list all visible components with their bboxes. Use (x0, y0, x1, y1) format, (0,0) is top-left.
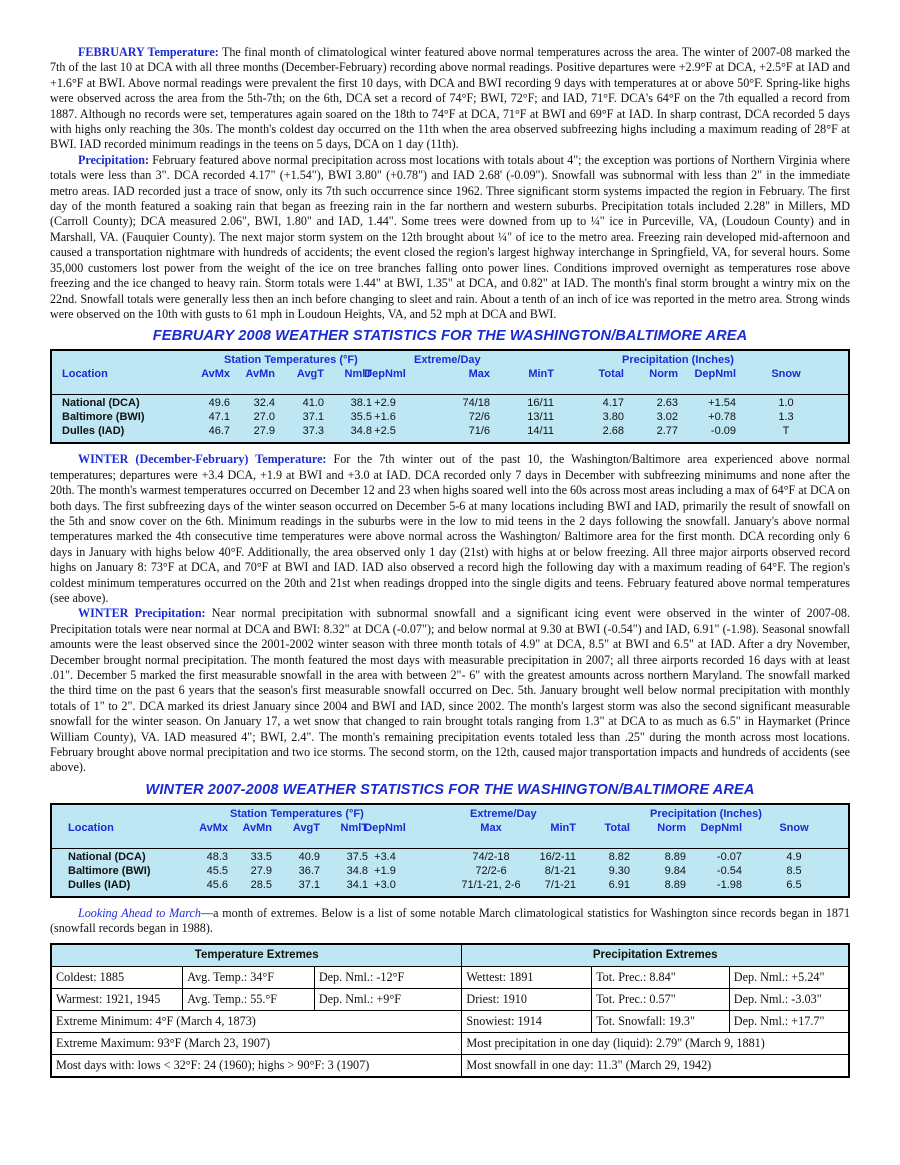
location-cell: National (DCA) (68, 850, 146, 863)
winter_table-header-divider (52, 836, 848, 849)
pdep-cell: -0.09 (710, 425, 736, 438)
winter_table-header-mint: MinT (550, 821, 576, 834)
feb_table-precip-group: Precipitation (Inches) (622, 354, 734, 367)
norm-cell: 3.02 (656, 411, 678, 424)
temperature-extremes-header: Temperature Extremes (51, 944, 462, 967)
mint-cell: 13/11 (527, 411, 554, 424)
snowiest-cell: Snowiest: 1914 (462, 1010, 592, 1032)
winter_table-column-headers (52, 822, 848, 836)
nmlt-cell: 34.8 (346, 864, 368, 877)
snowiest-dep-cell: Dep. Nml.: +17.7" (729, 1010, 849, 1032)
feb_table-column-headers (52, 368, 848, 382)
looking-ahead-lead: Looking Ahead to March (78, 905, 201, 920)
nmlt-cell: 34.1 (346, 878, 368, 891)
avgt-cell: 37.1 (302, 411, 324, 424)
feb_table-header-total: Total (598, 368, 624, 381)
pdep-cell: +0.78 (708, 411, 736, 424)
warmest-avg-cell: Avg. Temp.: 55.°F (183, 988, 315, 1010)
depnml-cell: +3.4 (374, 850, 396, 863)
winter_table-header-norm: Norm (657, 821, 686, 834)
feb_table-header-norm: Norm (649, 368, 678, 381)
driest-dep-cell: Dep. Nml.: -3.03" (729, 988, 849, 1010)
norm-cell: 2.63 (656, 397, 678, 410)
march-extremes-table (50, 943, 850, 1078)
winter_table-header-depnml: DepNml (364, 821, 406, 834)
winter_table-header-total: Total (604, 821, 630, 834)
winter_table-header-max: Max (480, 821, 502, 834)
location-cell: Baltimore (BWI) (62, 411, 145, 424)
table-row (52, 865, 848, 879)
mint-cell: 14/11 (527, 425, 554, 438)
precipitation-extremes-header: Precipitation Extremes (462, 944, 849, 967)
snow-cell: 8.5 (786, 864, 802, 877)
feb_table-header-snow: Snow (771, 368, 801, 381)
max-cell: 74/18 (462, 397, 490, 410)
avmx-cell: 47.1 (208, 411, 230, 424)
avgt-cell: 40.9 (298, 850, 320, 863)
snow-cell: T (782, 425, 790, 438)
most-snowfall-one-day-cell: Most snowfall in one day: 11.3" (March 29, 1942) (462, 1054, 849, 1077)
feb_table-header-pdep: DepNml (694, 368, 736, 381)
nmlt-cell: 37.5 (346, 850, 368, 863)
coldest-avg-cell: Avg. Temp.: 34°F (183, 966, 315, 988)
snow-cell: 4.9 (786, 850, 802, 863)
winter_table-header-avmn: AvMn (242, 821, 272, 834)
pdep-cell: +1.54 (708, 397, 736, 410)
mint-cell: 16/2-11 (539, 850, 576, 863)
feb_table-header-avmn: AvMn (245, 368, 275, 381)
feb-precipitation-paragraph (50, 153, 850, 322)
extreme-minimum-cell: Extreme Minimum: 4°F (March 4, 1873) (51, 1010, 462, 1032)
winter_table-header-snow: Snow (779, 821, 809, 834)
feb_table-extreme-group: Extreme/Day (414, 354, 481, 367)
winter_table-header-location: Location (68, 821, 114, 834)
avmx-cell: 48.3 (206, 850, 228, 863)
location-cell: National (DCA) (62, 397, 140, 410)
winter-stats-table (50, 803, 850, 898)
most-precip-one-day-cell: Most precipitation in one day (liquid): 2.79" (March 9, 1881) (462, 1032, 849, 1054)
avmn-cell: 27.9 (253, 425, 275, 438)
total-cell: 8.82 (608, 850, 630, 863)
nmlt-cell: 38.1 (350, 397, 372, 410)
max-cell: 71/6 (468, 425, 490, 438)
snow-cell: 1.3 (778, 411, 794, 424)
feb_table-header-nmlt: NmlT (344, 368, 372, 381)
nmlt-cell: 35.5 (350, 411, 372, 424)
feb-stats-title: FEBRUARY 2008 WEATHER STATISTICS FOR THE WASHINGTON/BALTIMORE AREA (152, 328, 748, 345)
extreme-maximum-cell: Extreme Maximum: 93°F (March 23, 1907) (51, 1032, 462, 1054)
snow-cell: 6.5 (786, 878, 802, 891)
feb_table-group-headers (52, 354, 848, 368)
coldest-cell: Coldest: 1885 (51, 966, 183, 988)
looking-ahead-paragraph (50, 906, 850, 937)
winter-temperature-text: For the 7th winter out of the past 10, the Washington/Baltimore area experienced above normal temperatures; departures were +3.4 DCA, +1.9 at BWI and +3.0 at IAD. DCA recorded only 7 days in December with subfreezing minimums and none after the 20th. The month's warmest temperatures occurred on December 12 and 23 when highs soared well into the 60s across most areas including a max of 64°F at DCA on both days. The first subfreezing days of the winter season occurred on December 5-6 at many locations including BWI and IAD, primarily the result of snowfall on the 5th and snow cover on the 6th. Minimum readings in the suburbs were in the low to mid teens in the 2 days following the snowfall. January's above normal temperatures marked the 4th consecutive time temperatures were above normal across the Washington/ Baltimore area for the first month. DCA recording only 6 days in January with highs below 40°F. Additionally, the area observed only 1 day (21st) with highs at or below freezing. All three major airports observed record highs on January 8: 73°F at DCA, and 70°F at BWI and IAD. IAD also observed a record high the following day with a maximum reading of 64°F. The region's coldest minimum temperatures occurred on the 20th and 21st when readings dropped into the single digits and teens. February featured above normal temperatures (see above). (50, 452, 850, 605)
feb-temperature-paragraph (50, 45, 850, 153)
max-cell: 72/6 (468, 411, 490, 424)
winter_table-header-avmx: AvMx (199, 821, 228, 834)
feb-precipitation-lead: Precipitation: (78, 152, 149, 167)
winter-temperature-lead: WINTER (December-February) Temperature: (78, 452, 327, 467)
feb-temperature-text: The final month of climatological winter featured above normal temperatures across the area. The winter of 2007-08 marked the 7th of the last 10 at DCA with all three months (December-February) recording above normal readings. Positive departures were +2.9°F at DCA, +2.5°F at IAD and +1.6°F at BWI. Above normal readings were prevalent the first 10 days, with DCA and BWI recording 9 days with temperatures at or above 50°F. Spring-like highs were observed across the area from the 5th-7th; on the 6th, DCA set a record of 74°F; BWI, 72°F; and IAD, 71°F. DCA's 64°F on the 7th equalled a record from 1887. Although no records were set, temperatures again soared on the 18th to 74°F at DCA, 71°F at BWI and 69°F at IAD. In sharp contrast, DCA recorded 5 days with highs only reaching the 30s. The month's coldest day occurred on the 11th when the area observed subfreezing highs including a maximum reading of 28°F at BWI. IAD recorded minimum readings in the teens on 5 days, DCA on 1 day (11th). (50, 45, 850, 152)
depnml-cell: +2.9 (374, 397, 396, 410)
snowiest-total-cell: Tot. Snowfall: 19.3" (592, 1010, 730, 1032)
feb-stats-table (50, 349, 850, 444)
coldest-dep-cell: Dep. Nml.: -12°F (314, 966, 462, 988)
feb_table-header-avmx: AvMx (201, 368, 230, 381)
winter-precipitation-lead: WINTER Precipitation: (78, 606, 206, 621)
feb_table-station-group: Station Temperatures (°F) (224, 354, 358, 367)
location-cell: Dulles (IAD) (62, 425, 125, 438)
driest-cell: Driest: 1910 (462, 988, 592, 1010)
winter-stats-title: WINTER 2007-2008 WEATHER STATISTICS FOR THE WASHINGTON/BALTIMORE AREA (145, 781, 755, 798)
pdep-cell: -0.54 (716, 864, 742, 877)
total-cell: 2.68 (602, 425, 624, 438)
mint-cell: 16/11 (527, 397, 554, 410)
avmn-cell: 33.5 (250, 850, 272, 863)
warmest-cell: Warmest: 1921, 1945 (51, 988, 183, 1010)
mint-cell: 7/1-21 (544, 878, 576, 891)
winter-precipitation-text: Near normal precipitation with subnormal snowfall and a significant icing event were observed in the winter of 2007-08. Precipitation totals were near normal at DCA and BWI: 8.32" at DCA (-0.07"); and below normal at 9.30 at BWI (-0.54") and IAD, 6.91" (-1.98). Seasonal snowfall amounts were the least observed since the 2001-2002 winter season with three month totals of 4.9" at DCA, 8.5" at BWI and 6.5" at IAD. After a dry November, December brought normal precipitation. The month featured the most days with measurable precipitation in 2007; all three airports recorded 16 days with at least .01". December 5 marked the first measurable snowfall in the area with between 2"- 6" with the greatest amounts across northern Maryland. The snowfall marked the third time on the past 6 years that the season's first measurable snowfall occurred on Dec. 5th. January brought well below normal precipitation with monthly totals of 1" to 2". DCA marked its driest January since 2004 and BWI and IAD, since 2002. The month's largest storm was also the second significant measurable snowfall for the winter season. On January 17, a wet snow that changed to rain brought totals ranging from 1.3" at DCA to as much as 6.5" in Haymarket (Prince William County), VA. IAD measured 4"; BWI, 2.4". The month's remaining precipitation events totaled less than .25" during the month across most locations. February brought above normal precipitation and two ice storms. The second storm, on the 12th, caused major transportation impacts and hundreds of accidents (see above). (50, 606, 850, 775)
winter_table-group-headers (52, 808, 848, 822)
avmn-cell: 27.0 (253, 411, 275, 424)
max-cell: 74/2-18 (472, 850, 510, 863)
most-days-cell: Most days with: lows < 32°F: 24 (1960); highs > 90°F: 3 (1907) (51, 1054, 462, 1077)
winter_table-header-avgt: AvgT (292, 821, 320, 834)
total-cell: 9.30 (608, 864, 630, 877)
norm-cell: 2.77 (656, 425, 678, 438)
driest-total-cell: Tot. Prec.: 0.57" (592, 988, 730, 1010)
avgt-cell: 36.7 (298, 864, 320, 877)
depnml-cell: +3.0 (374, 878, 396, 891)
avmx-cell: 46.7 (208, 425, 230, 438)
location-cell: Dulles (IAD) (68, 878, 131, 891)
depnml-cell: +1.9 (374, 864, 396, 877)
avgt-cell: 37.3 (302, 425, 324, 438)
feb-precipitation-text: February featured above normal precipitation across most locations with totals about 4"; the exception was portions of Northern Virginia where totals were less than 3". DCA recorded 4.17" (+1.54"), BWI 3.80" (+0.78") and IAD 2.68' (-0.09"). Snowfall was subnormal with less than 2" in the immediate metro areas. IAD recorded just a trace of snow, only its 7th such occurrence since 1962. Three significant storm systems impacted the region in February. The first day of the month featured a soaking rain that began as freezing rain in the far northern and western suburbs. Precipitation totals included 2.28" in Millers, MD (Carroll County); DCA measured 2.06", BWI, 1.80" and IAD, 1.44". Some trees were downed from up to ¼" ice in Purceville, VA, (Loudoun County) and in Marshall, VA. (Fauquier County). The next major storm system on the 12th brought about ¼" of ice to the metro area. Freezing rain developed mid-afternoon and caused a transportation nightmare with hundreds of accidents; the event closed the region's largest highway interchange in Springfield, VA, for several hours. Some 35,000 customers lost power from the weight of the ice on tree branches falling onto power lines. Conditions improved overnight as temperatures rose above freezing and the ice changed to heavy rain. Storm totals were 1.44" at BWI, 1.35" at DCA, and 0.82" at IAD. The month's final storm brought a wintry mix on the 22nd. Snowfall totals were generally less then an inch before changing to sleet and rain. About a tenth of an inch of ice was reported in the metro area. Strong winds were observed on the 10th with gusts to 61 mph in Loudoun Heights, VA, and 52 mph at DCA and BWI. (50, 152, 850, 321)
table-row (52, 411, 848, 425)
feb_table-header-avgt: AvgT (296, 368, 324, 381)
winter-precipitation-paragraph (50, 606, 850, 775)
warmest-dep-cell: Dep. Nml.: +9°F (314, 988, 462, 1010)
winter_table-precip-group: Precipitation (Inches) (650, 807, 762, 820)
feb_table-header-location: Location (62, 368, 108, 381)
avmx-cell: 49.6 (208, 397, 230, 410)
table-row (52, 851, 848, 865)
looking-ahead-text: —a month of extremes. Below is a list of some notable March climatological statistics for Washington since records began in 1871 (snowfall records began in 1988). (50, 905, 851, 936)
feb_table-header-divider (52, 382, 848, 395)
table-row (52, 879, 848, 893)
feb_table-header-depnml: DepNml (364, 368, 406, 381)
max-cell: 72/2-6 (475, 864, 507, 877)
norm-cell: 8.89 (664, 878, 686, 891)
avgt-cell: 41.0 (302, 397, 324, 410)
pdep-cell: -1.98 (716, 878, 742, 891)
norm-cell: 9.84 (664, 864, 686, 877)
total-cell: 6.91 (608, 878, 630, 891)
feb_table-header-max: Max (468, 368, 490, 381)
feb_table-header-mint: MinT (528, 368, 554, 381)
winter_table-station-group: Station Temperatures (°F) (230, 807, 364, 820)
page-content (50, 45, 850, 1078)
nmlt-cell: 34.8 (350, 425, 372, 438)
avmn-cell: 27.9 (250, 864, 272, 877)
avmn-cell: 28.5 (250, 878, 272, 891)
norm-cell: 8.89 (664, 850, 686, 863)
depnml-cell: +2.5 (374, 425, 396, 438)
mint-cell: 8/1-21 (544, 864, 576, 877)
avmx-cell: 45.6 (206, 878, 228, 891)
winter-temperature-paragraph (50, 452, 850, 606)
max-cell: 71/1-21, 2-6 (461, 878, 521, 891)
total-cell: 3.80 (602, 411, 624, 424)
location-cell: Baltimore (BWI) (68, 864, 151, 877)
wettest-total-cell: Tot. Prec.: 8.84" (592, 966, 730, 988)
winter_table-header-nmlt: NmlT (340, 821, 368, 834)
wettest-cell: Wettest: 1891 (462, 966, 592, 988)
avmn-cell: 32.4 (253, 397, 275, 410)
winter_table-header-pdep: DepNml (700, 821, 742, 834)
depnml-cell: +1.6 (374, 411, 396, 424)
avgt-cell: 37.1 (298, 878, 320, 891)
snow-cell: 1.0 (778, 397, 794, 410)
total-cell: 4.17 (602, 397, 624, 410)
winter_table-extreme-group: Extreme/Day (470, 807, 537, 820)
table-row (52, 425, 848, 439)
feb-temperature-lead: FEBRUARY Temperature: (78, 45, 219, 59)
wettest-dep-cell: Dep. Nml.: +5.24" (729, 966, 849, 988)
avmx-cell: 45.5 (206, 864, 228, 877)
table-row (52, 397, 848, 411)
pdep-cell: -0.07 (716, 850, 742, 863)
